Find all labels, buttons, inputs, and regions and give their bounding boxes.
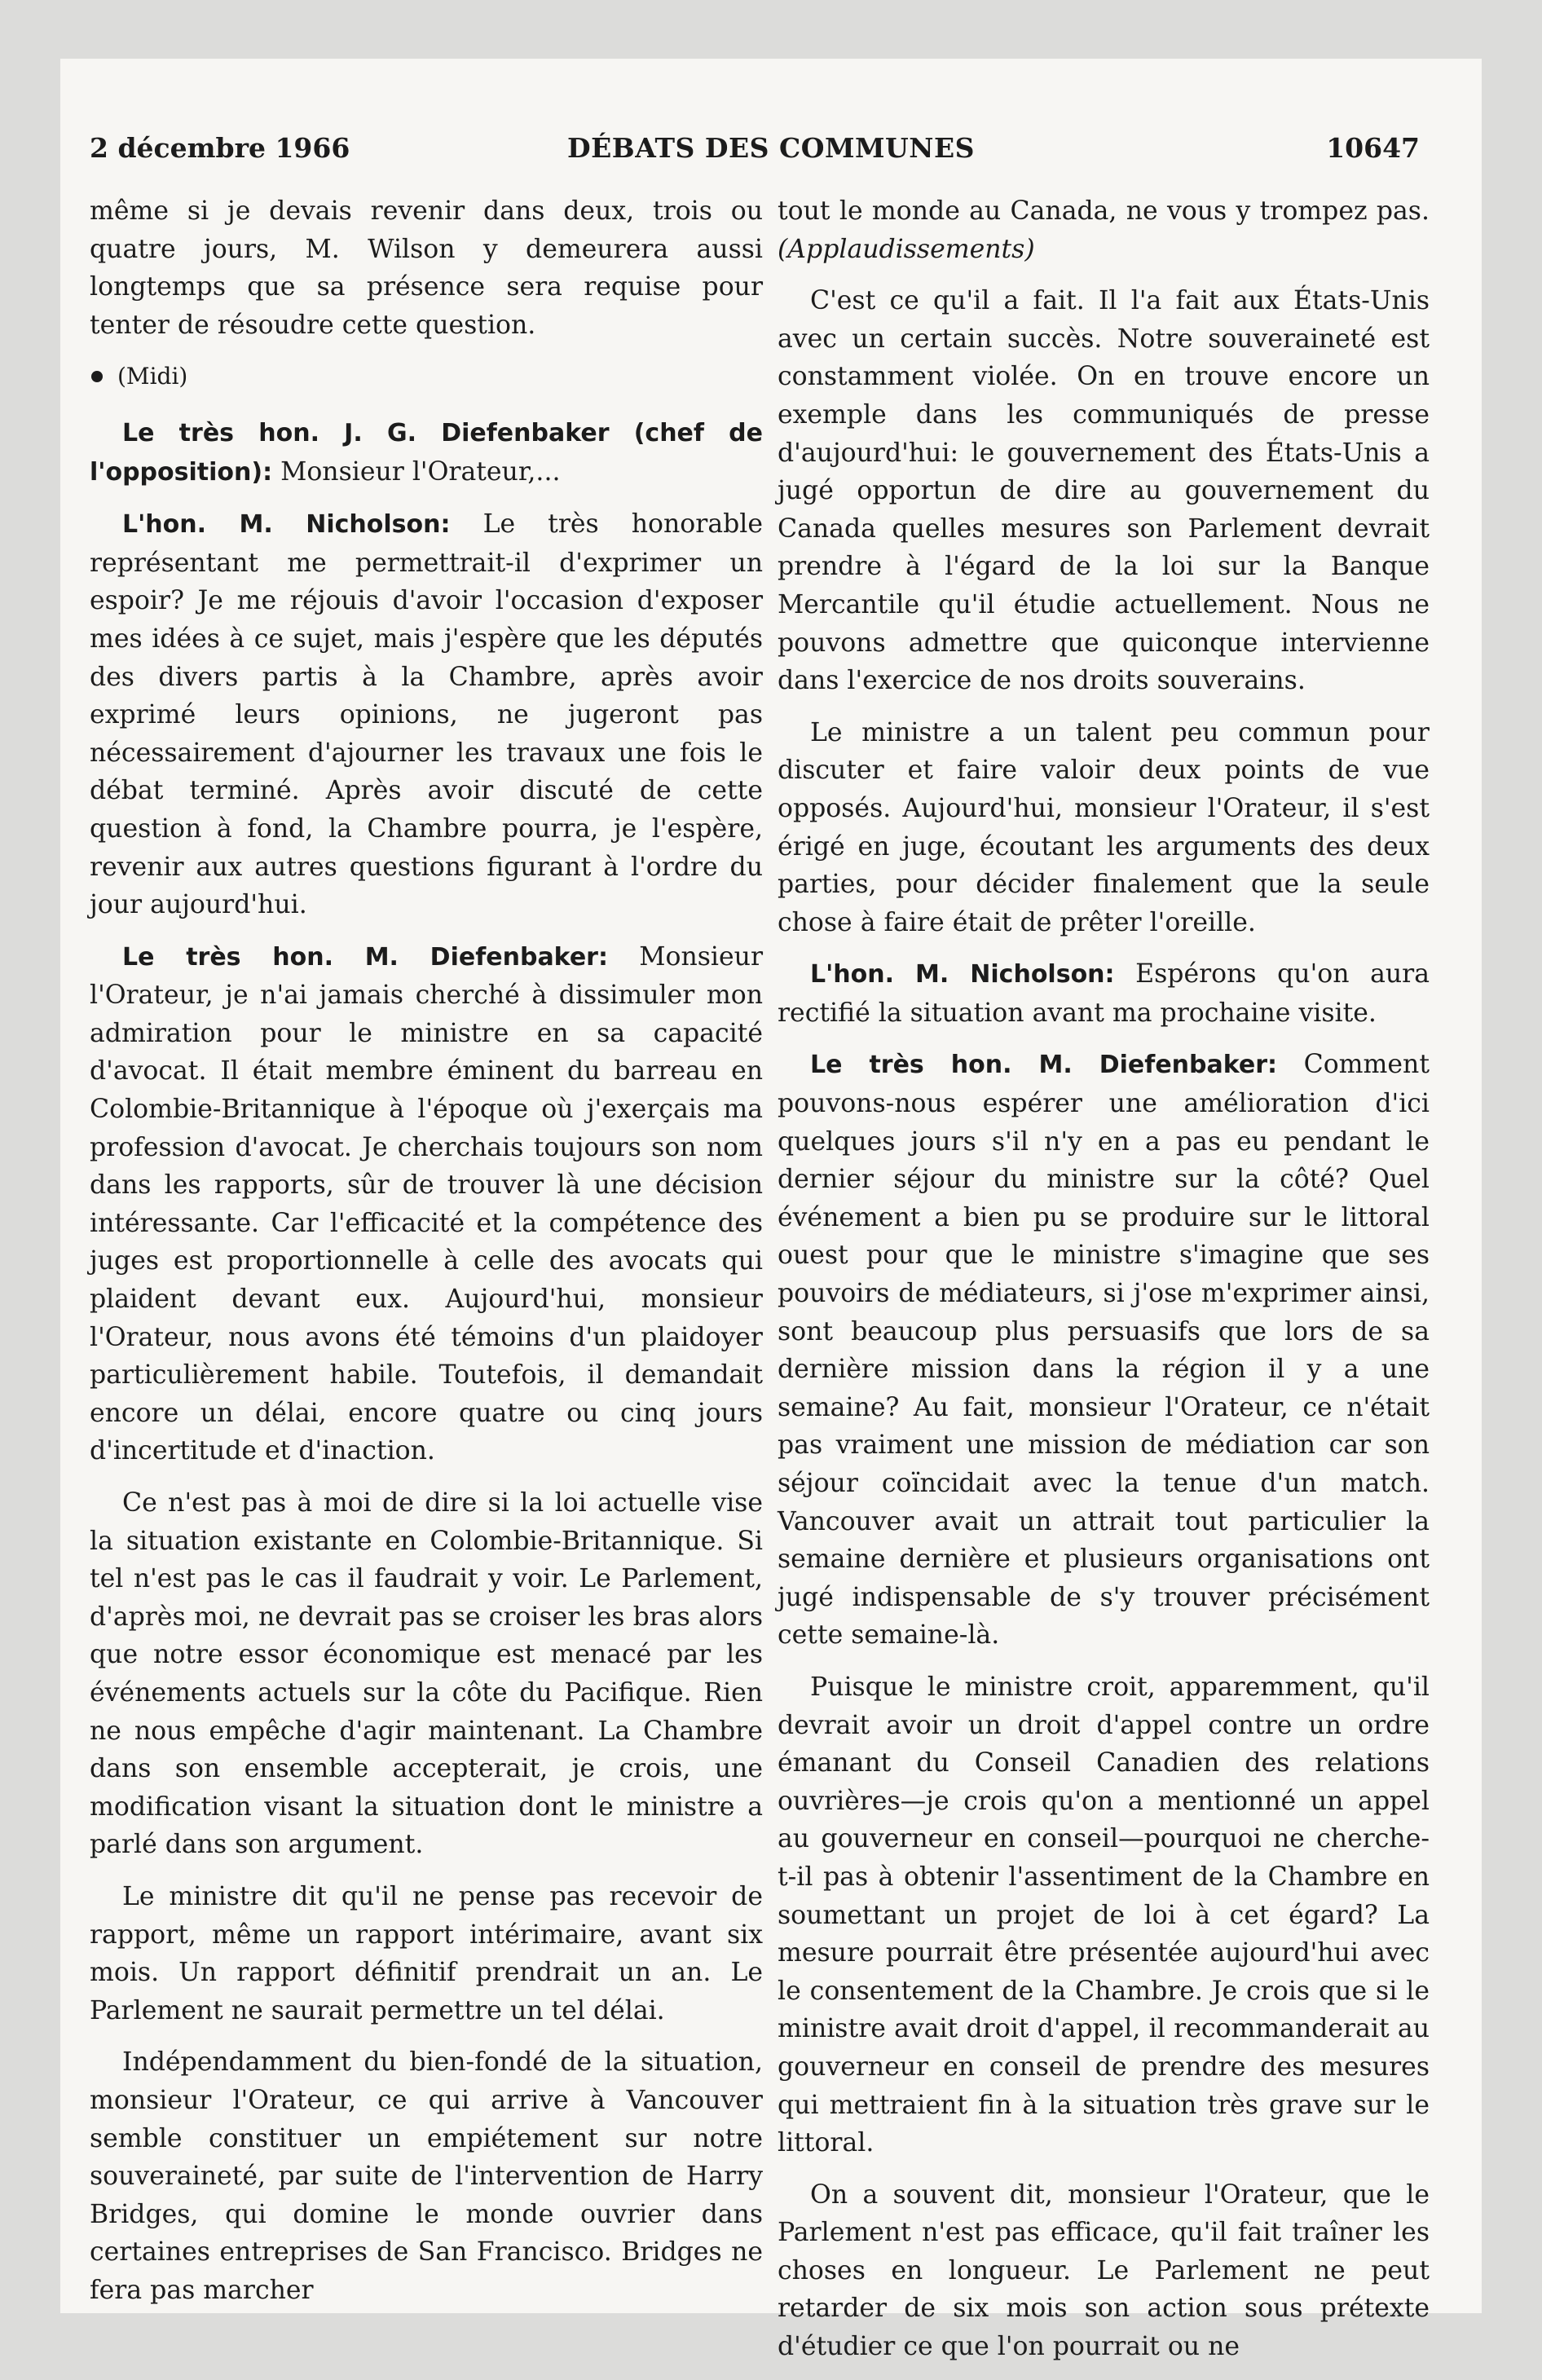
speaker-name: Le très hon. J. G. Diefenbaker (chef de l'opposition): [90,418,763,487]
paragraph: Le ministre dit qu'il ne pense pas recevoir de rapport, même un rapport intérimaire, avant six mois. Un rapport définitif prendrait un an. Le Parlement ne saurait permettre un tel délai. [90,1881,763,2025]
paragraph: Le ministre a un talent peu commun pour discuter et faire valoir deux points de vue opposés. Aujourd'hui, monsieur l'Orateur, il s'est érigé en juge, écoutant les arguments des deux parties, pour décider finalement que la seule chose à faire était de prêter l'oreille. [778,717,1430,937]
time-marker-label: (Midi) [117,363,188,390]
paragraph [778,1046,1430,1655]
speaker-name: L'hon. M. Nicholson: [810,960,1115,989]
paragraph: Ce n'est pas à moi de dire si la loi actuelle vise la situation existante en Colombie-Britannique. Si tel n'est pas le cas il faudrait y voir. Le Parlement, d'après moi, ne devrait pas se croiser les bras alors que notre essor économique est menacé par les événements actuels sur la côte du Pacifique. Rien ne nous empêche d'agir maintenant. La Chambre dans son ensemble accepterait, je crois, une modification visant la situation dont le ministre a parlé dans son argument. [90,1488,763,1860]
paragraph [90,938,763,1470]
paragraph [90,414,763,491]
speech-text: tout le monde au Canada, ne vous y trompez pas. [778,196,1430,226]
paragraph: On a souvent dit, monsieur l'Orateur, que le Parlement n'est pas efficace, qu'il fait traîner les choses en longueur. Le Parlement ne peut retarder de six mois son action sous prétexte d'étudier ce que l'on pourrait ou ne [778,2179,1430,2362]
speaker-name: L'hon. M. Nicholson: [122,510,451,540]
paragraph [90,505,763,924]
header-date: 2 décembre 1966 [90,132,350,164]
speaker-name: Le très hon. M. Diefenbaker: [810,1051,1278,1080]
applause-note: (Applaudissements) [778,234,1035,264]
paragraph: C'est ce qu'il a fait. Il l'a fait aux États-Unis avec un certain succès. Notre souveraineté est constamment violée. On en trouve encore un exemple dans les communiqués de presse d'aujourd'hui: le gouvernement des États-Unis a jugé opportun de dire au gouvernement du Canada quelles mesures son Parlement devrait prendre à l'égard de la loi sur la Banque Mercantile qu'il étudie actuellement. Nous ne pouvons admettre que quiconque intervienne dans l'exercice de nos droits souverains. [778,286,1430,696]
paragraph: Puisque le ministre croit, apparemment, qu'il devrait avoir un droit d'appel contre un ordre émanant du Conseil Canadien des relations ouvrières—je crois qu'on a mentionné un appel au gouverneur en conseil—pourquoi ne cherche-t-il pas à obtenir l'assentiment de la Chambre en soumettant un projet de loi à cet égard? La mesure pourrait être présentée aujourd'hui avec le consentement de la Chambre. Je crois que si le ministre avait droit d'appel, il recommanderait au gouverneur en conseil de prendre des mesures qui mettraient fin à la situation très grave sur le littoral. [778,1672,1430,2158]
paragraph [778,192,1430,268]
right-column [778,192,1430,2380]
left-column [90,192,763,2323]
paragraph: même si je devais revenir dans deux, trois ou quatre jours, M. Wilson y demeurera aussi longtemps que sa présence sera requise pour tenter de résoudre cette question. [90,196,763,340]
paragraph [778,955,1430,1032]
speaker-name: Le très hon. M. Diefenbaker: [122,942,608,972]
paragraph: Indépendamment du bien-fondé de la situation, monsieur l'Orateur, ce qui arrive à Vancouver semble constituer un empiétement sur notre souveraineté, par suite de l'intervention de Harry Bridges, qui domine le monde ouvrier dans certaines entreprises de San Francisco. Bridges ne fera pas marcher [90,2047,763,2305]
time-marker [90,358,763,396]
speech-text: Espérons qu'on aura rectifié la situation avant ma prochaine visite. [778,959,1430,1028]
speech-text: Monsieur l'Orateur,... [280,456,561,487]
page-number: 10647 [1326,132,1420,164]
speech-text: Monsieur l'Orateur, je n'ai jamais cherché à dissimuler mon admiration pour le ministre en sa capacité d'avocat. Il était membre éminent du barreau en Colombie-Britannique à l'époque où j'exerçais ma profession d'avocat. Je cherchais toujours son nom dans les rapports, sûr de trouver là une décision intéressante. Car l'efficacité et la compétence des juges est proportionnelle à celle des avocats qui plaident devant eux. Aujourd'hui, monsieur l'Orateur, nous avons été témoins d'un plaidoyer particulièrement habile. Toutefois, il demandait encore un délai, encore quatre ou cinq jours d'incertitude et d'inaction. [90,941,763,1466]
speech-text: Le très honorable représentant me permettrait-il d'exprimer un espoir? Je me réjouis d'avoir l'occasion d'exposer mes idées à ce sujet, mais j'espère que les députés des divers partis à la Chambre, après avoir exprimé leurs opinions, ne jugeront pas nécessairement d'ajourner les travaux une fois le débat terminé. Après avoir discuté de cette question à fond, la Chambre pourra, je l'espère, revenir aux autres questions figurant à l'ordre du jour aujourd'hui. [90,509,763,920]
running-title: DÉBATS DES COMMUNES [567,132,975,164]
speech-text: Comment pouvons-nous espérer une amélioration d'ici quelques jours s'il n'y en a pas eu pendant le dernier séjour du ministre sur la côté? Quel événement a bien pu se produire sur le littoral ouest pour que le ministre s'imagine que ses pouvoirs de médiateurs, si j'ose m'exprimer ainsi, sont beaucoup plus persuasifs que lors de sa dernière mission dans la région il y a une semaine? Au fait, monsieur l'Orateur, ce n'était pas vraiment une mission de médiation car son séjour coïncidait avec la tenue d'un match. Vancouver avait un attrait tout particulier la semaine dernière et plusieurs organisations ont jugé indispensable de s'y trouver précisément cette semaine-là. [778,1050,1430,1651]
bullet-icon [91,371,103,382]
